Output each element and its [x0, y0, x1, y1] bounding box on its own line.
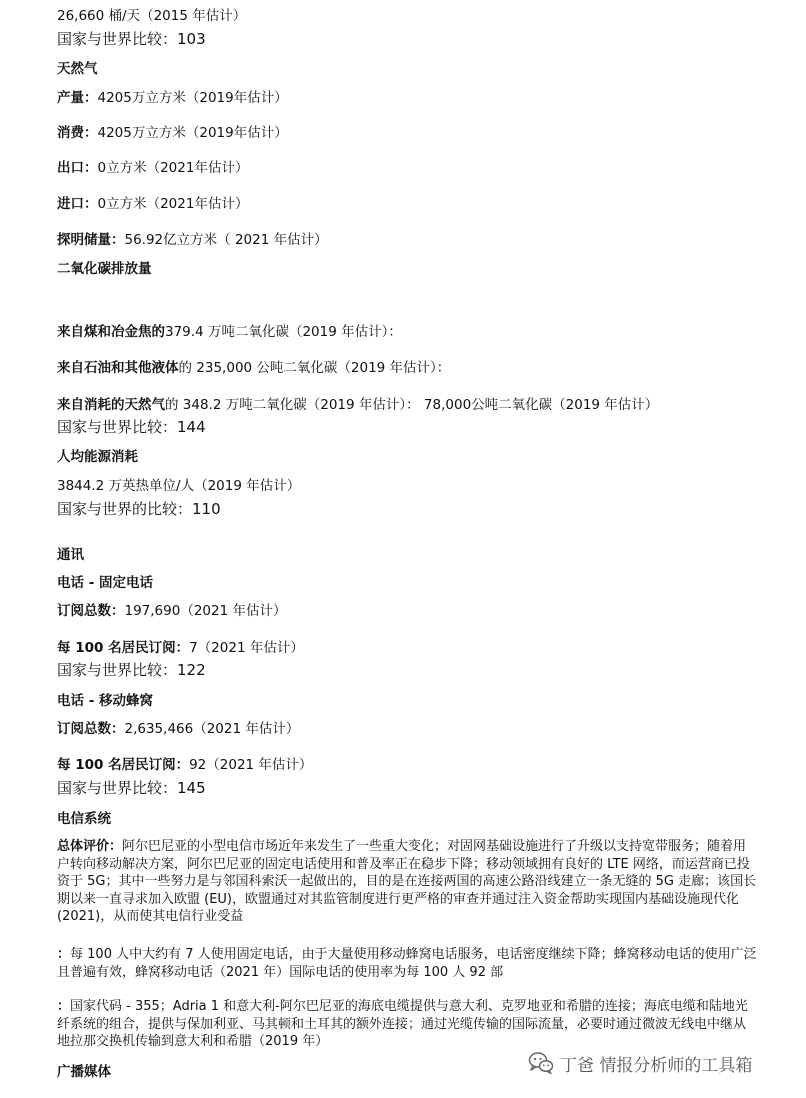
mobile-total-label: 订阅总数：	[57, 721, 125, 737]
gas-production-value: 4205万立方米（2019年估计）	[97, 90, 288, 106]
co2-gas-value: 的 348.2 万吨二氧化碳（2019 年估计）： 78,000公吨二氧化碳（2019 年估计）	[165, 397, 659, 413]
telecom-international-text: 国家代码 - 355；Adria 1 和意大利-阿尔巴尼亚的海底电缆提供与意大利、克罗地亚和希腊的连接；海底电缆和陆地光纤系统的组合，提供与保加利亚、马其顿和土耳其的额外连接；通过光缆传输的国际流量，必要时通过微波无线电中继从地拉那交换机传输到意大利和希腊（2019 年）	[57, 999, 748, 1049]
gas-consumption-label: 消费：	[57, 125, 98, 141]
fixed-per100-label: 每 100 名居民订阅：	[57, 640, 190, 656]
gas-exports-label: 出口：	[57, 160, 98, 176]
mobile-phone-heading: 电话 - 移动蜂窝	[57, 693, 154, 709]
mobile-per100-label: 每 100 名居民订阅：	[57, 757, 190, 773]
watermark	[528, 1050, 752, 1076]
oil-export-value: 26,660 桶/天（2015 年估计）	[57, 8, 247, 24]
telecom-general-assessment	[57, 838, 757, 926]
natural-gas-heading: 天然气	[57, 61, 98, 77]
gas-consumption-value: 4205万立方米（2019年估计）	[97, 125, 288, 141]
gas-imports-label: 进口：	[57, 196, 98, 212]
co2-oil-label: 来自石油和其他液体	[57, 360, 179, 376]
oil-export-rank: 国家与世界比较：103	[57, 30, 206, 48]
gas-imports-row	[57, 195, 248, 213]
gas-exports-value: 0立方米（2021年估计）	[97, 160, 249, 176]
telecom-general-text: 阿尔巴尼亚的小型电信市场近年来发生了一些重大变化；对固网基础设施进行了升级以支持宽带服务；随着用户转向移动解决方案，阿尔巴尼亚的固定电话使用和普及率正在稳步下降；移动领域拥有良好的 LTE 网络，而运营商已投资于 5G；其中一些努力是与邻国科索沃一起做出的，目的是在连接两国的高速公路沿线建立一条无缝的 5G 走廊；该国长期以来一直寻求加入欧盟 (EU)，欧盟通过对其监管制度进行更严格的审查并通过注入资金帮助实现国内基础设施现代化 (2021)，从而使其电信行业受益	[57, 839, 757, 924]
energy-per-capita-heading: 人均能源消耗	[57, 449, 138, 465]
telecom-general-label: 总体评价：	[57, 839, 123, 854]
telecom-international	[57, 998, 757, 1051]
gas-reserves-value: 56.92亿立方米（ 2021 年估计）	[124, 232, 328, 248]
co2-oil-value: 的 235,000 公吨二氧化碳（2019 年估计）：	[178, 360, 451, 376]
communications-heading: 通讯	[57, 547, 84, 563]
co2-rank: 国家与世界比较：144	[57, 418, 206, 436]
watermark-text: 丁爸 情报分析师的工具箱	[560, 1055, 753, 1076]
gas-production-row	[57, 89, 288, 107]
co2-gas-row	[57, 396, 658, 414]
telecom-domestic-label: ：	[57, 947, 71, 962]
mobile-total-row	[57, 720, 299, 738]
telecom-domestic	[57, 946, 757, 981]
gas-production-label: 产量：	[57, 90, 98, 106]
gas-imports-value: 0立方米（2021年估计）	[97, 196, 249, 212]
telecom-international-label: ：	[57, 999, 71, 1014]
gas-reserves-row	[57, 231, 328, 249]
fixed-per100-value: 7（2021 年估计）	[189, 640, 304, 656]
wechat-icon	[528, 1051, 554, 1075]
mobile-per100-value: 92（2021 年估计）	[189, 757, 313, 773]
gas-reserves-label: 探明储量：	[57, 232, 125, 248]
telecom-domestic-text: 每 100 人中大约有 7 人使用固定电话，由于大量使用移动蜂窝电话服务，电话密度继续下降；蜂窝移动电话的使用广泛且普遍有效，蜂窝移动电话（2021 年）国际电话的使用率为每 100 人 92 部	[57, 947, 757, 980]
mobile-total-value: 2,635,466（2021 年估计）	[124, 721, 300, 737]
gas-consumption-row	[57, 124, 288, 142]
fixed-per100-row	[57, 639, 304, 657]
co2-coal-value: 379.4 万吨二氧化碳（2019 年估计）：	[165, 324, 402, 340]
co2-oil-row	[57, 359, 450, 377]
fixed-total-row	[57, 602, 286, 620]
co2-heading: 二氧化碳排放量	[57, 261, 152, 277]
fixed-phone-heading: 电话 - 固定电话	[57, 575, 154, 591]
fixed-total-label: 订阅总数：	[57, 603, 125, 619]
energy-per-capita-rank: 国家与世界的比较：110	[57, 500, 221, 518]
co2-coal-label: 来自煤和冶金焦的	[57, 324, 165, 340]
gas-exports-row	[57, 159, 248, 177]
telecom-system-heading: 电信系统	[57, 811, 111, 827]
broadcast-media-heading: 广播媒体	[57, 1064, 111, 1080]
mobile-per100-row	[57, 756, 312, 774]
mobile-rank: 国家与世界比较：145	[57, 779, 206, 797]
co2-coal-row	[57, 323, 402, 341]
co2-gas-label: 来自消耗的天然气	[57, 397, 165, 413]
fixed-total-value: 197,690（2021 年估计）	[124, 603, 287, 619]
energy-per-capita-value: 3844.2 万英热单位/人（2019 年估计）	[57, 478, 301, 494]
fixed-rank: 国家与世界比较：122	[57, 661, 206, 679]
